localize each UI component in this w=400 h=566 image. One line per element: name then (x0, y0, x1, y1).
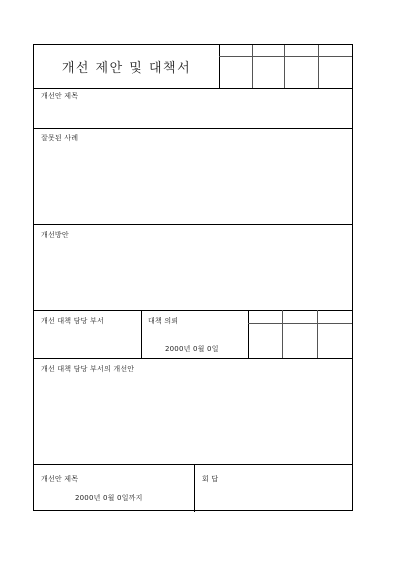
dept-plan-label: 개선 대책 담당 부서의 개선안 (41, 365, 135, 373)
approval-grid-divider (284, 45, 285, 88)
row-divider (141, 310, 142, 358)
row-divider (194, 464, 195, 512)
approval-grid-divider (219, 56, 352, 57)
deadline: 2000년 0월 0일까지 (75, 494, 143, 502)
approval-grid-divider (248, 310, 249, 358)
section-divider (34, 88, 352, 89)
section-divider (34, 224, 352, 225)
section-divider (34, 464, 352, 465)
form-title: 개선 제안 및 대책서 (61, 61, 192, 76)
approval-grid-divider (318, 45, 319, 88)
request-date: 2000년 0월 0일 (165, 345, 219, 353)
approval-grid-divider (282, 310, 283, 358)
section-divider (34, 310, 352, 311)
request-label: 대책 의뢰 (148, 317, 179, 325)
improvement-proposal-form (33, 44, 353, 511)
dept-label: 개선 대책 담당 부서 (41, 317, 104, 325)
approval-grid-divider (248, 323, 352, 324)
proposal-title-label: 개선안 제목 (41, 92, 79, 100)
section-divider (34, 358, 352, 359)
reply-label: 회 답 (202, 475, 219, 483)
section-divider (34, 128, 352, 129)
approval-grid-divider (219, 45, 220, 88)
approval-grid-divider (252, 45, 253, 88)
bottom-title-label: 개선안 제목 (41, 475, 79, 483)
improvement-plan-label: 개선방안 (41, 231, 69, 239)
wrong-case-label: 잘못된 사례 (41, 134, 79, 142)
approval-grid-divider (317, 310, 318, 358)
